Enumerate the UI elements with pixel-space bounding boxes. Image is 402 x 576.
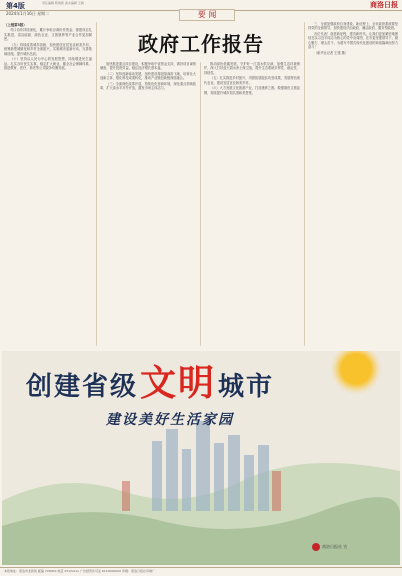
column-heading: （上接第3版） — [4, 23, 27, 27]
issue-date: 2024年1月16日 星期二 — [6, 11, 50, 16]
page-number: 第4版 — [6, 2, 25, 10]
paragraph: （十）坚持以人民为中心的发展思想，持续增进民生福祉。扎实办好民生实事，稳定扩大就业，健全社会保障体系，推进教育、医疗、养老等公共服务均衡发展。 — [4, 57, 92, 71]
paragraph: 对口协作持续深化，累计争取京商协作资金，援建项目扎实推进，清洁能源、绿色农业、文旅康养等产业合作更加紧密。 — [4, 28, 92, 42]
banner-title — [26, 355, 274, 406]
paragraph: 推动绿色低碳发展，守护好一江清水供京津，加强生态环境保护，深入打好蓝天碧水净土保卫战，提升生态系统多样性、稳定性、持续性。 — [204, 62, 300, 75]
paragraph: （九）持续改善城乡面貌，加快建设宜居宜业和美乡村。统筹新型城镇化和乡村全面振兴，实施城市更新行动，完善基础设施，提升城市品质。 — [4, 42, 92, 56]
banner-title-left: 创建省级 — [26, 372, 139, 402]
article-column-2 — [100, 62, 196, 348]
paragraph: （二）坚持创新驱动发展，加快建设秦创原商洛飞地，培育壮大创新主体，强化科技成果转化，推动产业链创新链深度融合。 — [100, 72, 196, 81]
masthead-editors: 责任编辑 陈建新 美术编辑 王晓 — [42, 1, 84, 5]
subheader-bar — [4, 11, 398, 18]
column-divider — [200, 62, 201, 346]
paragraph: （新华社记者 王建 摄） — [314, 50, 348, 55]
article-column-1 — [4, 22, 92, 348]
paragraph: （五）扎实推进乡村振兴，巩固拓展脱贫攻坚成果，发展特色现代农业，建设宜居宜业和美乡村。 — [204, 76, 300, 85]
civilized-city-banner — [2, 351, 400, 565]
banner-subtitle: 建设美好生活家园 — [106, 412, 234, 428]
headline-band — [116, 26, 286, 58]
page-headline: 政府工作报告 — [138, 32, 264, 56]
paragraph: 各位代表！奋进新征程，建功新时代。让我们更加紧密地团结在以习近平同志为核心的党中央周围，在市委坚强领导下，凝心聚力、埋头苦干，为谱写中国式现代化建设的商洛篇章而努力奋斗！ — [308, 32, 398, 50]
paragraph: 三、全面加强政府自身建设。新征程上，全市政府系统要坚持党的全面领导，加快建设法治政府、廉洁政府、服务型政府。 — [308, 22, 398, 31]
newspaper-logo: 商洛日报 — [370, 0, 398, 9]
column-divider — [304, 22, 305, 346]
banner-sponsor: 商洛日报社 宣 — [322, 544, 348, 549]
sponsor-logo-icon — [312, 543, 320, 551]
paragraph: （六）大力发展文化旅游产业，打造康养之都，做强做优文旅品牌，持续提升城市知名度和美誉度。 — [204, 86, 300, 95]
banner-title-right: 城市 — [218, 372, 275, 402]
page-footer: 本报地址：商洛市北新街 邮编 726000 电话 2312xxxx 广告经营许可证 6110000000 印刷：商洛日报社印刷厂 — [0, 567, 402, 576]
paragraph: 加快推进重点项目建设，积极争取中省资金支持，做好项目谋划储备，提升投资效益，稳住经济增长基本盘。 — [100, 62, 196, 71]
article-column-4 — [308, 22, 398, 348]
banner-title-highlight: 文明 — [140, 362, 217, 404]
column-divider — [96, 22, 97, 346]
article-column-3 — [204, 62, 300, 348]
section-label: 要 闻 — [179, 9, 235, 21]
paragraph: （三）全面深化改革开放，持续优化营商环境，深化重点领域改革，扩大高水平对外开放，激发市场主体活力。 — [100, 82, 196, 91]
